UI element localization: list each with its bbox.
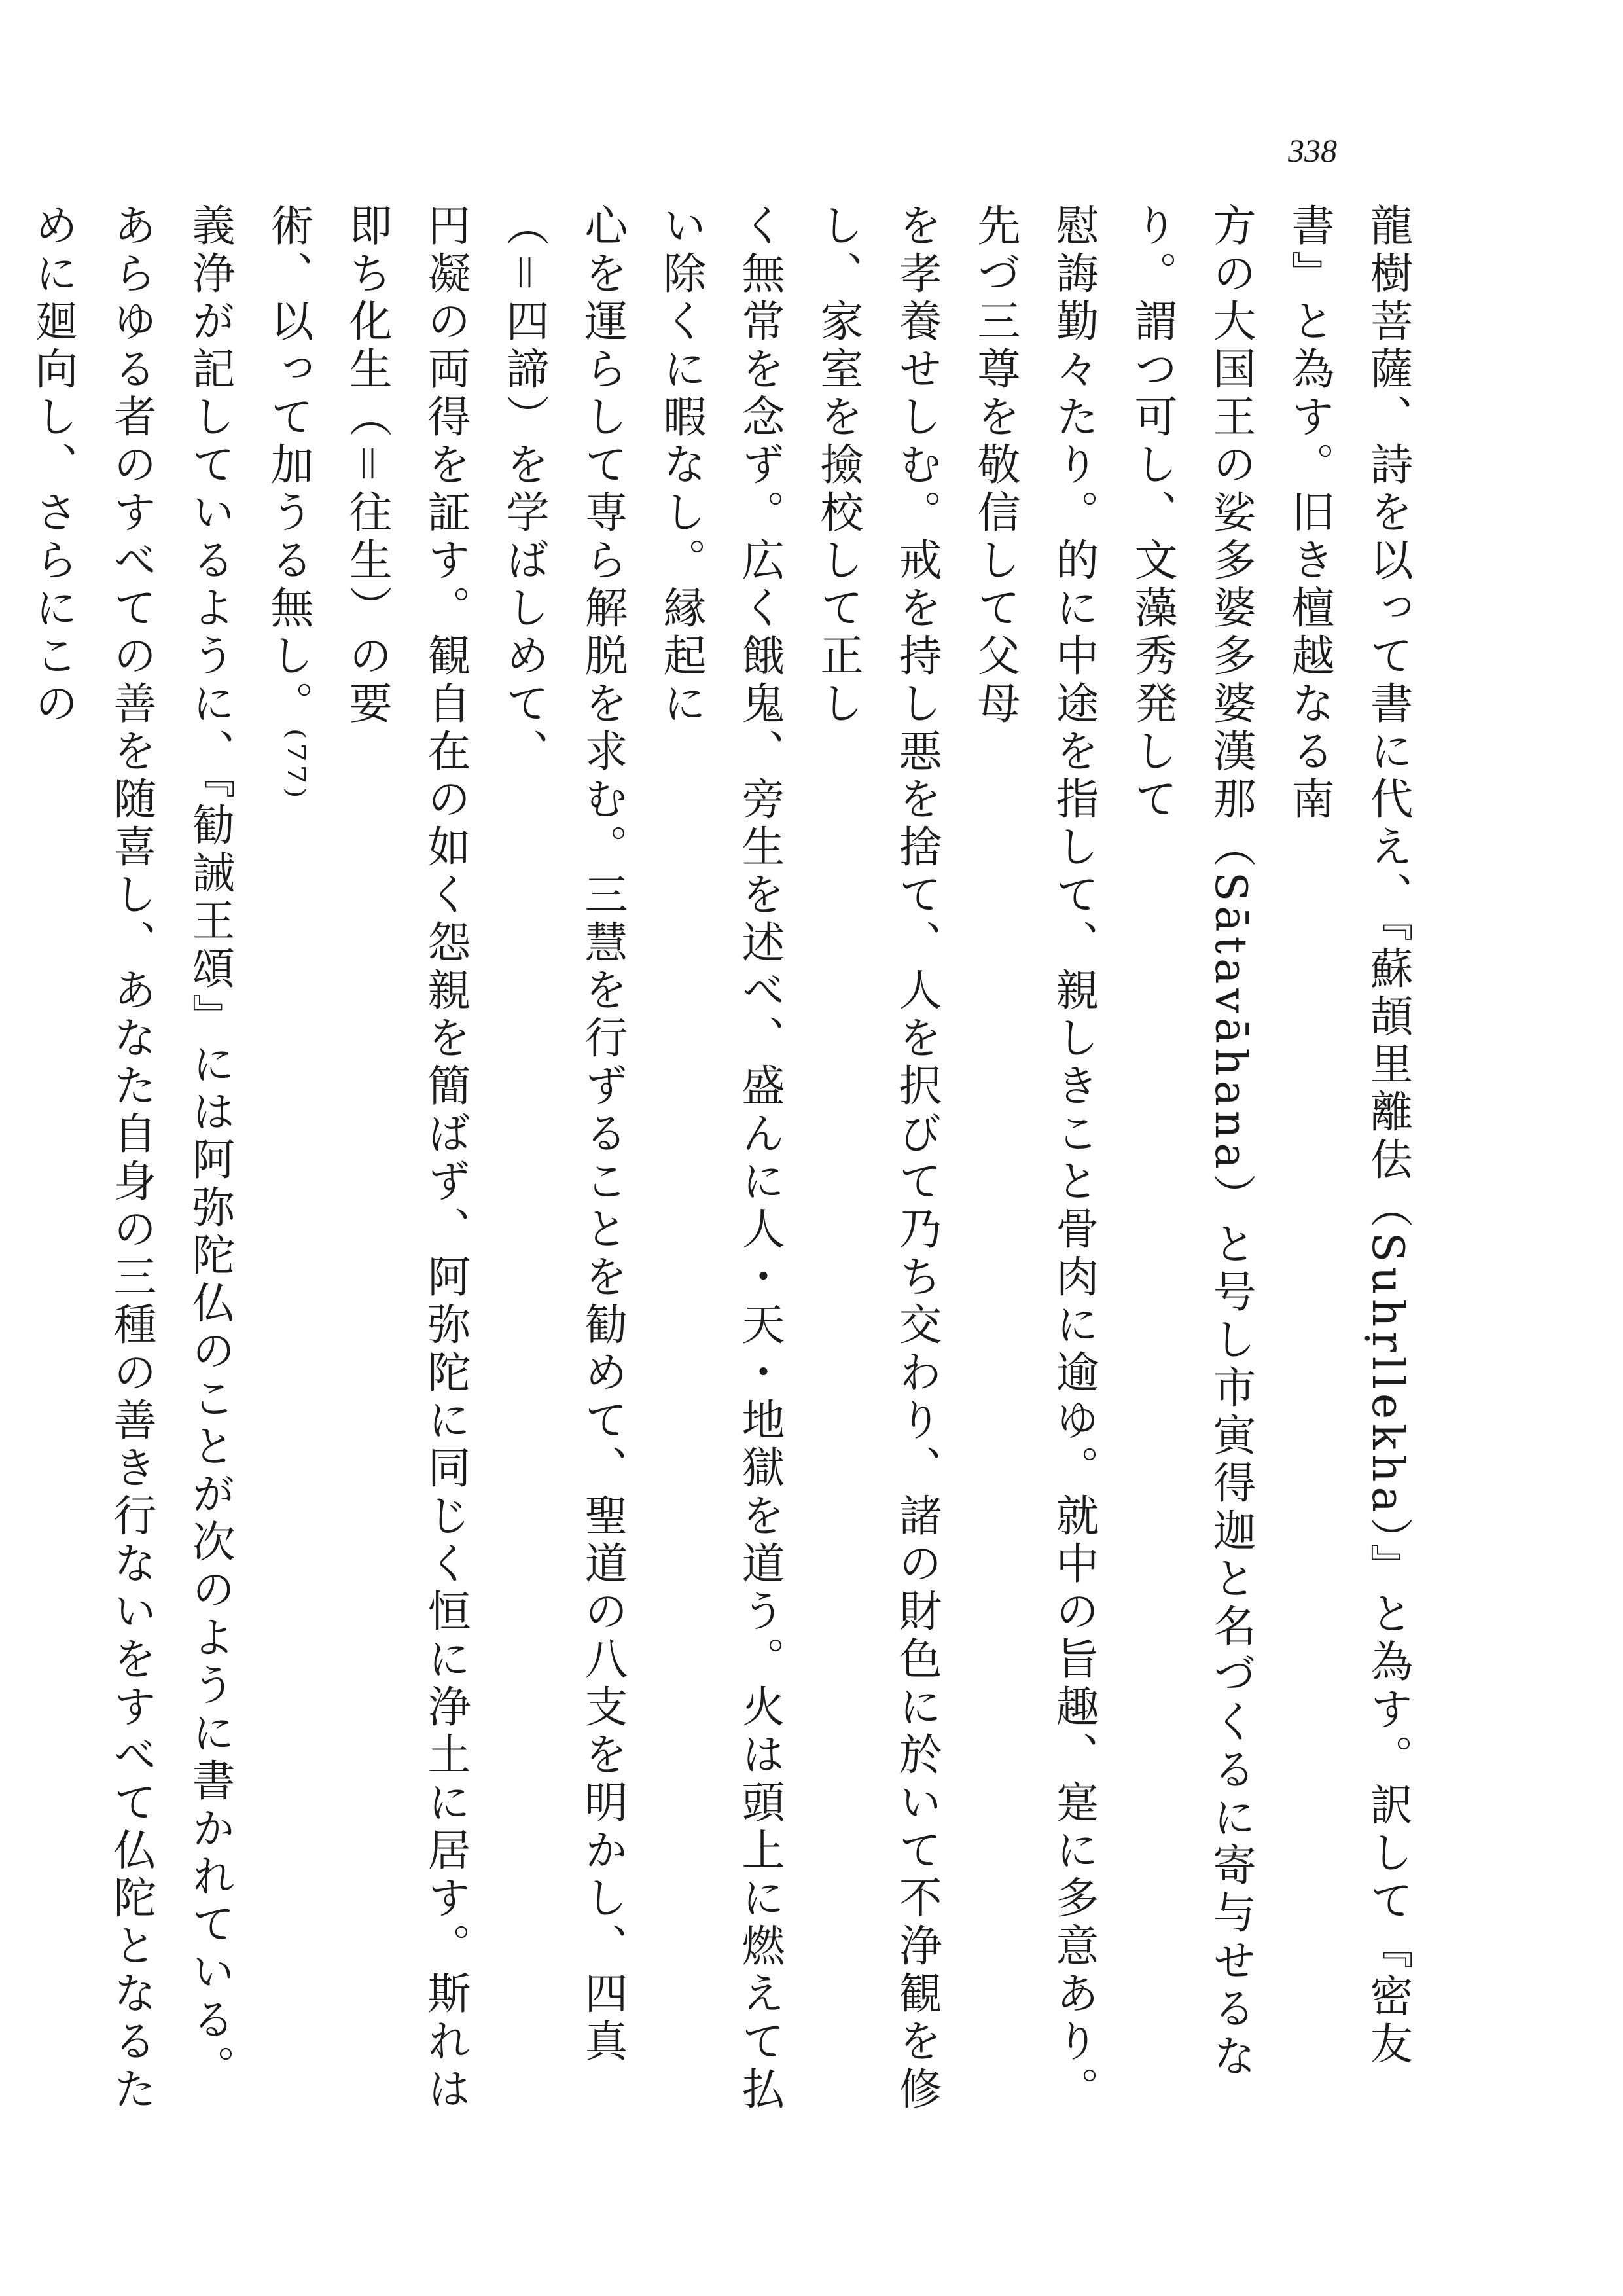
text-line: 方の大国王の娑多婆多婆漢那（Sātavāhana）と号し市寅得迦と名づくるに寄与せるなり。謂つ可し、文藻秀発して <box>1127 203 1256 2081</box>
text-line: 円凝の両得を証す。観自在の如く怨親を簡ばず、阿弥陀に同じく恒に浄土に居す。斯れは即ち化生（＝往生）の要 <box>342 203 471 2114</box>
text-line: く無常を念ず。広く餓鬼、旁生を述べ、盛んに人・天・地獄を道う。火は頭上に燃えて払い除くに暇なし。縁起に <box>656 203 785 2114</box>
text-line: を孝養せしむ。戒を持し悪を捨て、人を択びて乃ち交わり、諸の財色に於いて不浄観を修し、家室を撿校して正し <box>813 203 942 2114</box>
paragraph-quotation <box>249 203 1427 2114</box>
text-line <box>0 203 13 2114</box>
paragraph-verse <box>0 203 170 2114</box>
text-line: 心を運らして専ら解脱を求む。三慧を行ずることを勧めて、聖道の八支を明かし、四真（＝四諦）を学ばしめて、 <box>499 203 628 2066</box>
text-line: 義浄が記しているように、『勧誡王頌』には阿弥陀仏のことが次のように書かれている。 <box>185 203 235 2092</box>
vertical-text-body <box>0 203 1427 2114</box>
text-line: 術、以って加うる無し。⁽⁷⁷⁾ <box>263 203 313 803</box>
text-line: あらゆる者のすべての善を随喜し、あなた自身の三種の善き行ないをすべて仏陀となるために廻向し、さらにこの <box>27 203 156 2114</box>
page-number: 338 <box>1288 132 1337 169</box>
text-line: 慰誨勤々たり。的に中途を指して、親しきこと骨肉に逾ゆ。就中の旨趣、寔に多意あり。先づ三尊を敬信して父母 <box>970 203 1099 2114</box>
paragraph-intro <box>170 203 249 2114</box>
text-line: 龍樹菩薩、詩を以って書に代え、『蘇頡里離佉（Suhṛllekha）』と為す。訳して『密友書』と為す。旧き檀越なる南 <box>1284 203 1413 2069</box>
